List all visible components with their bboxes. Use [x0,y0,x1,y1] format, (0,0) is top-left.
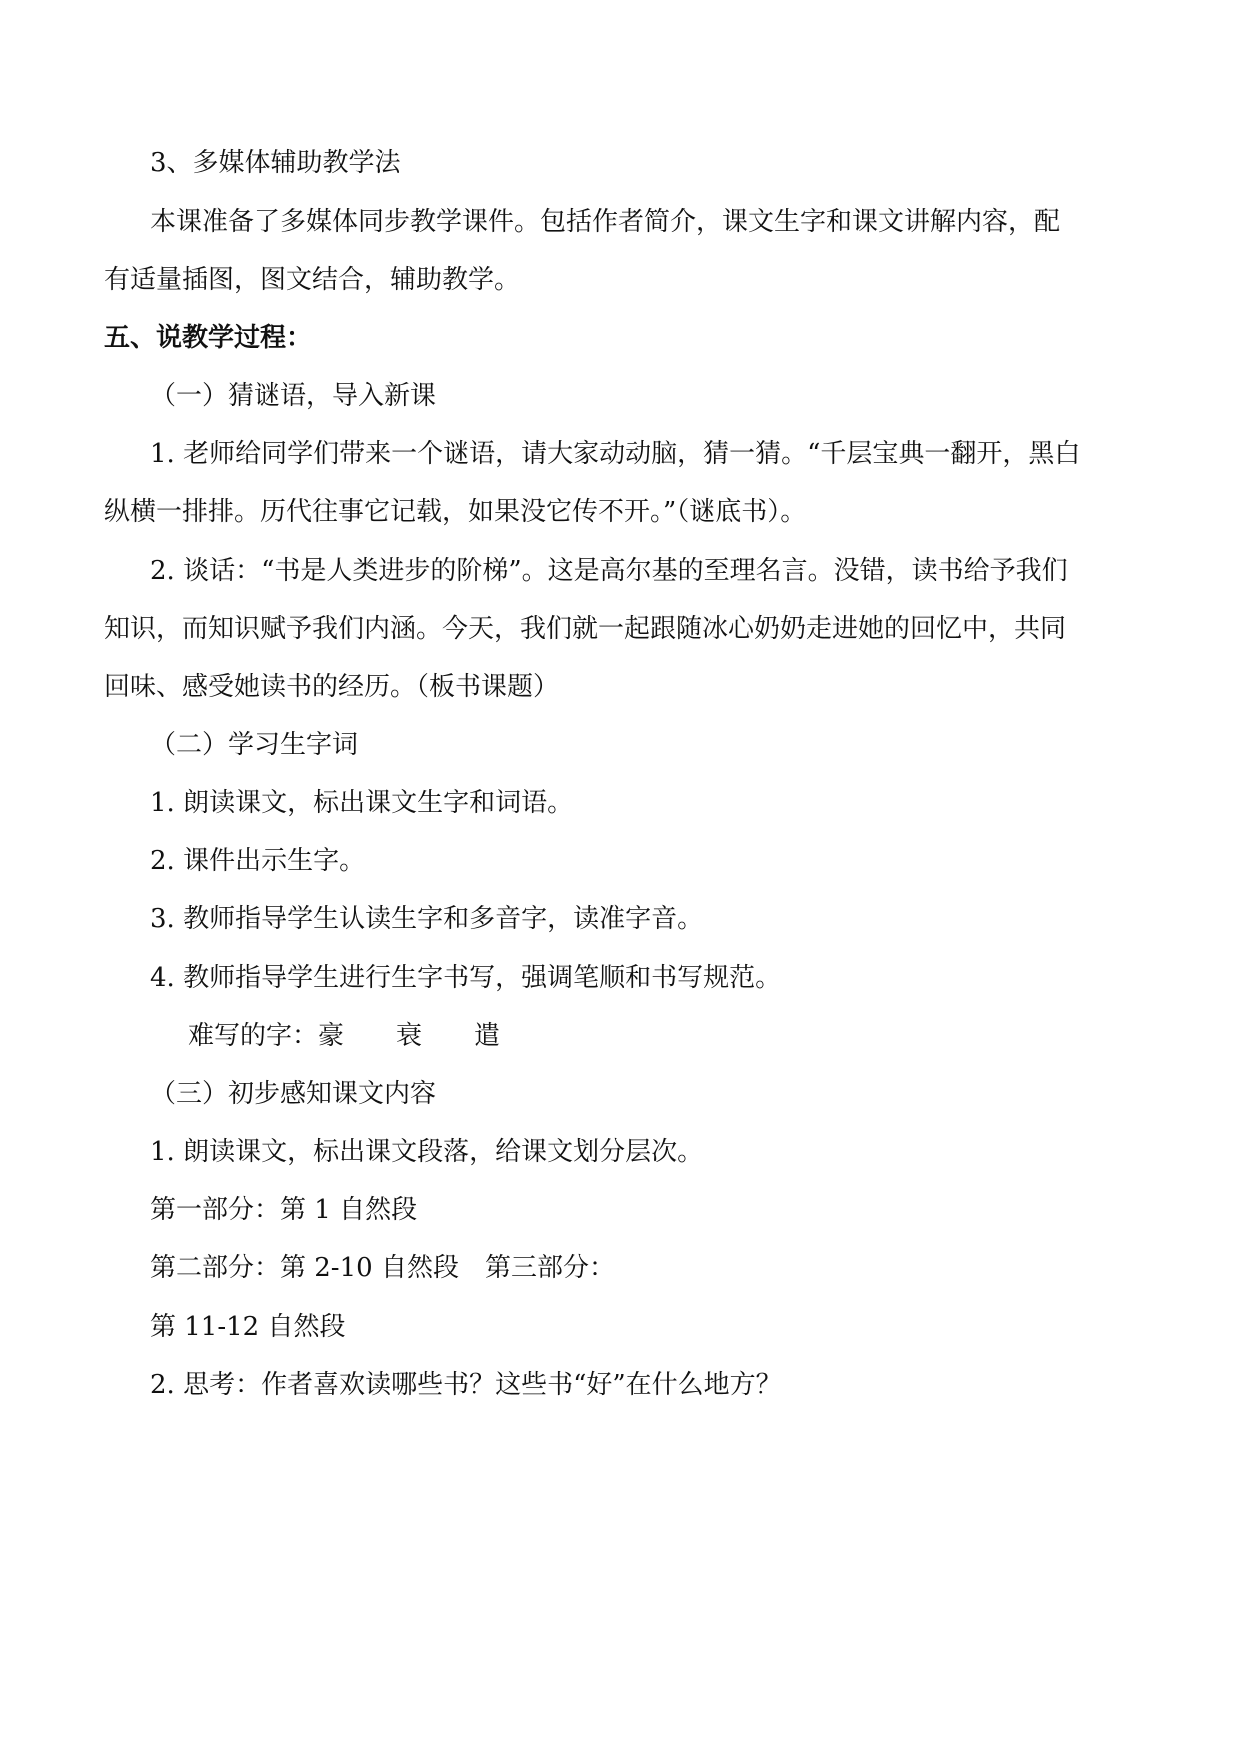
section-3-heading: 3、多媒体辅助教学法 [150,148,401,178]
part-3-division-2: 第二部分：第 2-10 自然段 第三部分： [150,1253,615,1283]
section-3-paragraph-line-2: 有适量插图，图文结合，辅助教学。 [104,265,521,295]
part-3-item-1: 1. 朗读课文，标出课文段落，给课文划分层次。 [150,1137,704,1167]
part-2-item-4: 4. 教师指导学生进行生字书写，强调笔顺和书写规范。 [150,963,782,993]
part-2-item-2: 2. 课件出示生字。 [150,846,366,876]
hard-character: 豪 [318,1021,345,1051]
part-2-heading: （二）学习生字词 [150,730,359,760]
part-2-item-3: 3. 教师指导学生认读生字和多音字，读准字音。 [150,904,704,934]
part-3-heading: （三）初步感知课文内容 [150,1079,437,1109]
part-1-item-1-line-2: 纵横一排排。历代往事它记载，如果没它传不开。”（谜底书）。 [104,497,807,527]
hard-character: 遣 [474,1021,501,1051]
section-3-paragraph-line-1: 本课准备了多媒体同步教学课件。包括作者简介，课文生字和课文讲解内容，配 [150,207,1061,237]
part-1-item-2-line-3: 回味、感受她读书的经历。（板书课题） [104,672,560,702]
part-1-item-2-line-1: 2. 谈话：“书是人类进步的阶梯”。这是高尔基的至理名言。没错，读书给予我们 [150,556,1068,586]
part-1-item-2-line-2: 知识，而知识赋予我们内涵。今天，我们就一起跟随冰心奶奶走进她的回忆中，共同 [104,614,1067,644]
part-2-item-1: 1. 朗读课文，标出课文生字和词语。 [150,788,574,818]
hard-characters-row [188,1018,500,1054]
section-5-heading: 五、说教学过程： [104,323,313,353]
part-3-division-1: 第一部分：第 1 自然段 [150,1195,418,1225]
part-3-division-3: 第 11-12 自然段 [150,1312,346,1342]
part-3-item-2: 2. 思考：作者喜欢读哪些书？这些书“好”在什么地方？ [150,1370,782,1400]
part-1-heading: （一）猜谜语，导入新课 [150,381,437,411]
hard-characters-label: 难写的字： [188,1021,319,1051]
part-1-item-1-line-1: 1. 老师给同学们带来一个谜语，请大家动动脑，猜一猜。“千层宝典一翻开，黑白 [150,439,1081,469]
hard-character: 衰 [396,1021,423,1051]
